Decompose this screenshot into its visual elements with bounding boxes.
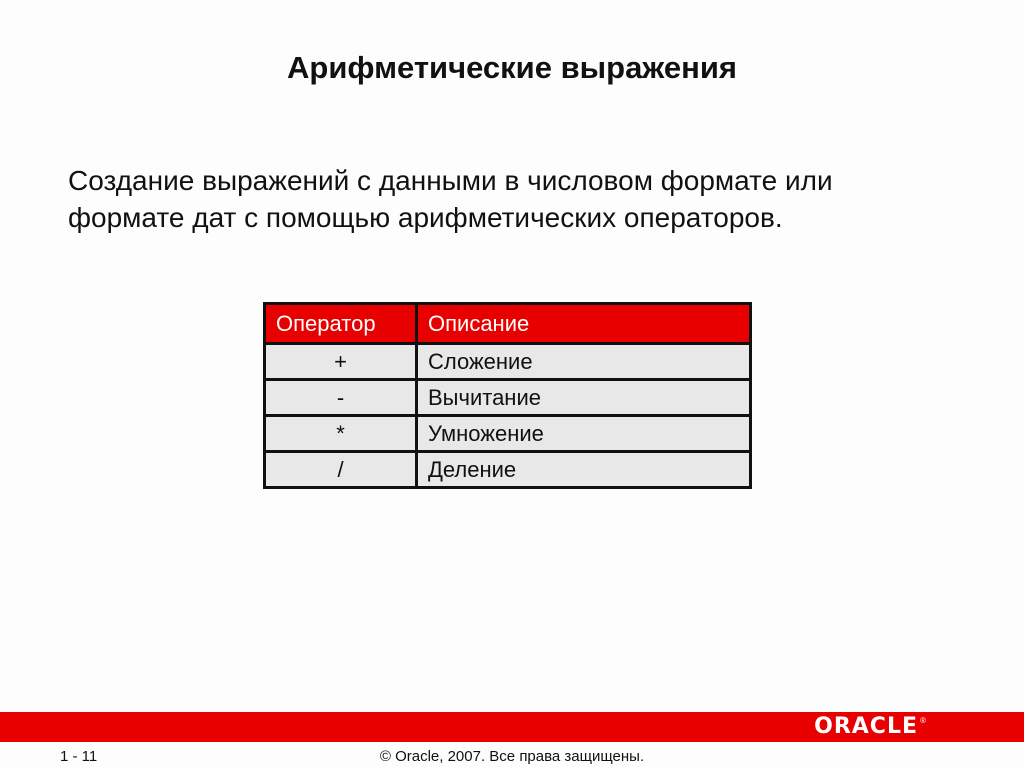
description-cell: Сложение bbox=[417, 344, 751, 380]
copyright: © Oracle, 2007. Все права защищены. bbox=[379, 748, 645, 765]
table-row bbox=[265, 452, 751, 488]
slide-title: Арифметические выражения bbox=[287, 50, 737, 85]
table-row bbox=[265, 344, 751, 380]
operator-cell: * bbox=[265, 416, 417, 452]
table-header-row bbox=[265, 304, 751, 344]
description-cell: Деление bbox=[417, 452, 751, 488]
body-line: формате дат с помощью арифметических операторов. bbox=[68, 202, 783, 233]
operator-cell: + bbox=[265, 344, 417, 380]
description-cell: Вычитание bbox=[417, 380, 751, 416]
operator-cell: / bbox=[265, 452, 417, 488]
page-number: 1 - 11 bbox=[60, 748, 98, 765]
operators-table bbox=[263, 302, 752, 489]
description-cell: Умножение bbox=[417, 416, 751, 452]
oracle-logo: ORACLE bbox=[814, 714, 918, 739]
header-description: Описание bbox=[417, 304, 751, 344]
slide-body bbox=[68, 162, 968, 236]
table-row bbox=[265, 416, 751, 452]
table-row bbox=[265, 380, 751, 416]
body-line: Создание выражений с данными в числовом формате или bbox=[68, 165, 833, 196]
registered-mark: ® bbox=[920, 716, 926, 725]
header-operator: Оператор bbox=[265, 304, 417, 344]
operator-cell: - bbox=[265, 380, 417, 416]
footer-bar bbox=[0, 712, 1024, 742]
